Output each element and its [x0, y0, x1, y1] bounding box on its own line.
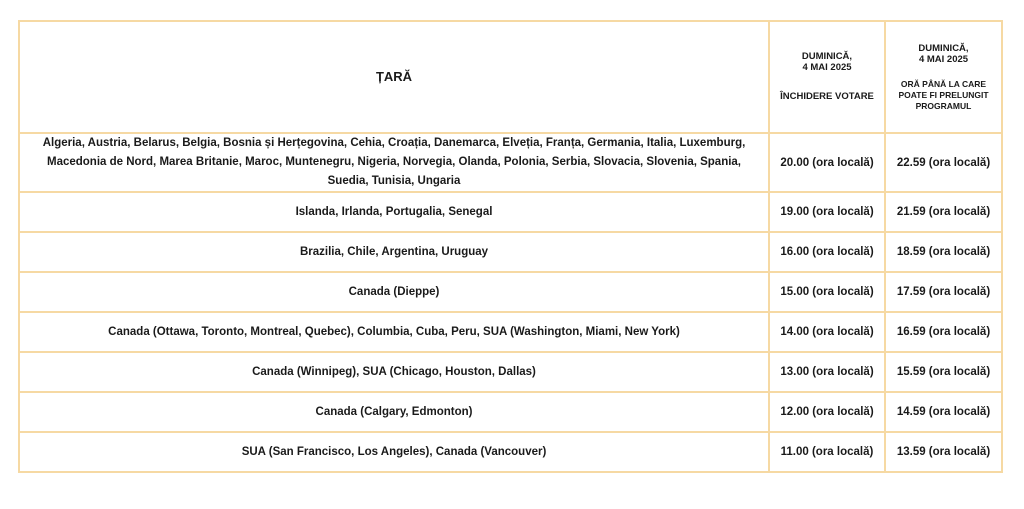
extend-date-line2: 4 MAI 2025: [918, 53, 969, 65]
close-time-cell: 13.00 (ora locală): [769, 352, 885, 392]
table-row: [19, 432, 1002, 472]
extend-time-cell: 14.59 (ora locală): [885, 392, 1002, 432]
close-time-cell: 15.00 (ora locală): [769, 272, 885, 312]
country-column-header: ȚARĂ: [19, 21, 769, 133]
extend-time-cell: 22.59 (ora locală): [885, 133, 1002, 192]
close-time-cell: 11.00 (ora locală): [769, 432, 885, 472]
extend-column-header: [885, 21, 1002, 133]
extend-time-cell: 16.59 (ora locală): [885, 312, 1002, 352]
table-row: [19, 232, 1002, 272]
table-row: [19, 312, 1002, 352]
countries-cell: Canada (Ottawa, Toronto, Montreal, Quebec), Columbia, Cuba, Peru, SUA (Washington, Miami, New York): [19, 312, 769, 352]
close-column-header: [769, 21, 885, 133]
close-date-line1: DUMINICĂ,: [801, 51, 853, 62]
close-time-cell: 12.00 (ora locală): [769, 392, 885, 432]
table-row: [19, 352, 1002, 392]
extend-time-cell: 21.59 (ora locală): [885, 192, 1002, 232]
countries-cell: Islanda, Irlanda, Portugalia, Senegal: [19, 192, 769, 232]
table-row: [19, 392, 1002, 432]
close-time-cell: 16.00 (ora locală): [769, 232, 885, 272]
extend-time-cell: 13.59 (ora locală): [885, 432, 1002, 472]
extend-time-cell: 17.59 (ora locală): [885, 272, 1002, 312]
voting-hours-table: [18, 20, 1003, 473]
table-container: [18, 20, 1003, 473]
table-row: [19, 133, 1002, 192]
countries-cell: Algeria, Austria, Belarus, Belgia, Bosnia și Herțegovina, Cehia, Croația, Danemarca, Elveția, Franța, Germania, Italia, Luxemburg, Macedonia de Nord, Marea Britanie, Maroc, Muntenegru, Nigeria, Norvegia, Olanda, Polonia, Serbia, Slovacia, Slovenia, Spania, Suedia, Tunisia, Ungaria: [19, 133, 769, 192]
countries-cell: Canada (Winnipeg), SUA (Chicago, Houston, Dallas): [19, 352, 769, 392]
close-time-cell: 20.00 (ora locală): [769, 133, 885, 192]
table-row: [19, 192, 1002, 232]
extend-time-cell: 15.59 (ora locală): [885, 352, 1002, 392]
extend-label: ORĂ PÂNĂ LA CARE POATE FI PRELUNGIT PROGRAMUL: [898, 78, 989, 111]
countries-cell: Canada (Dieppe): [19, 272, 769, 312]
close-time-cell: 19.00 (ora locală): [769, 192, 885, 232]
table-row: [19, 272, 1002, 312]
close-time-cell: 14.00 (ora locală): [769, 312, 885, 352]
close-label: ÎNCHIDERE VOTARE: [780, 91, 874, 102]
table-header-row: [19, 21, 1002, 133]
extend-date-line1: DUMINICĂ,: [918, 42, 969, 54]
countries-cell: Canada (Calgary, Edmonton): [19, 392, 769, 432]
countries-cell: Brazilia, Chile, Argentina, Uruguay: [19, 232, 769, 272]
extend-time-cell: 18.59 (ora locală): [885, 232, 1002, 272]
close-date-line2: 4 MAI 2025: [802, 62, 852, 73]
countries-cell: SUA (San Francisco, Los Angeles), Canada (Vancouver): [19, 432, 769, 472]
